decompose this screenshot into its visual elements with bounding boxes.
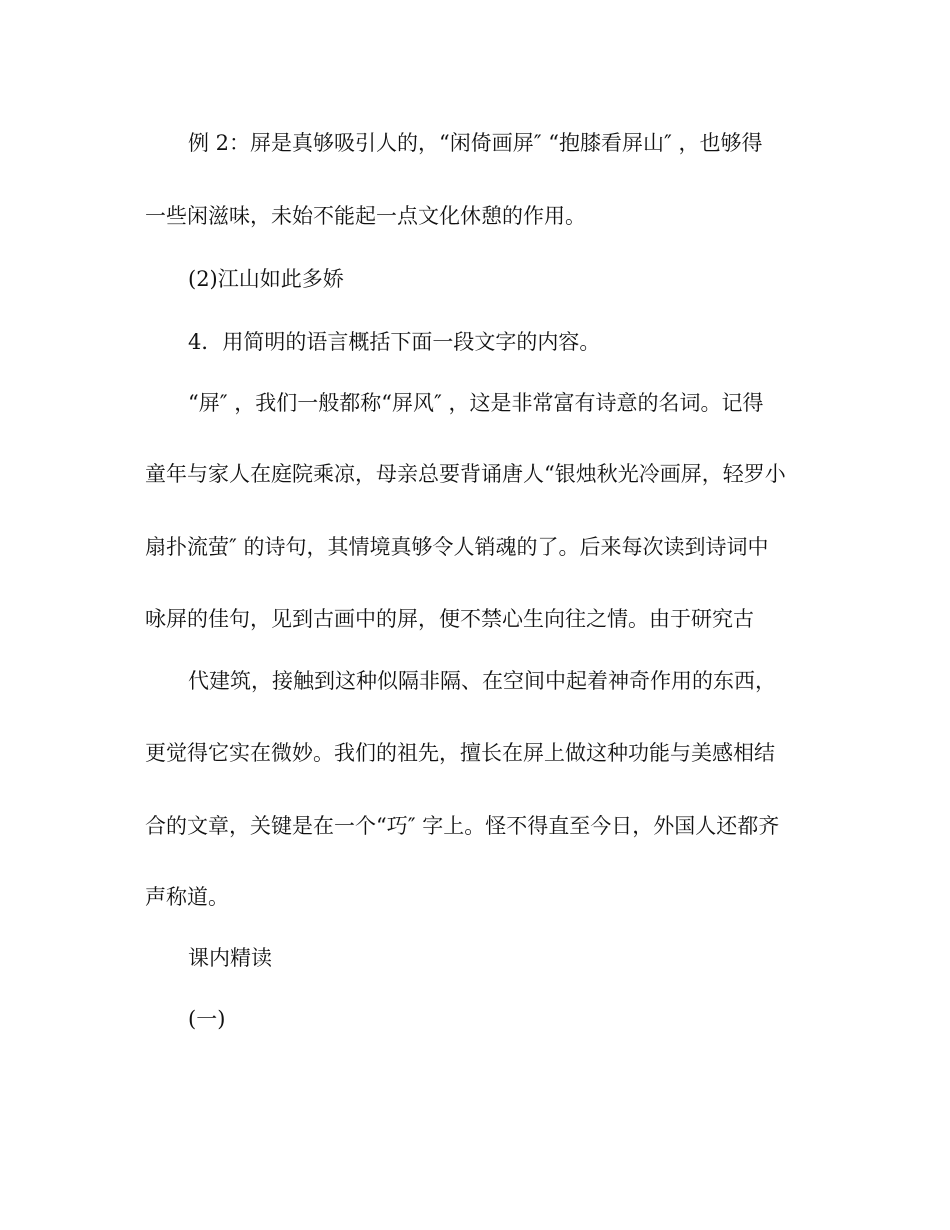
question-4: 4．用简明的语言概括下面一段文字的内容。 (188, 330, 601, 354)
text-line-example-2: 例 2：屏是真够吸引人的，“闲倚画屏″ “抱膝看屏山″ ，也够得 (188, 131, 763, 155)
passage-line: 童年与家人在庭院乘凉，母亲总要背诵唐人“银烛秋光冷画屏，轻罗小 (145, 462, 786, 486)
passage-line: 咏屏的佳句，见到古画中的屏，便不禁心生向往之情。由于研究古 (145, 607, 754, 631)
passage-line: 合的文章，关键是在一个“巧″ 字上。怪不得直至今日，外国人还都齐 (145, 814, 780, 838)
passage-line: 代建筑，接触到这种似隔非隔、在空间中起着神奇作用的东西， (188, 669, 776, 693)
passage-line: 更觉得它实在微妙。我们的祖先，擅长在屏上做这种功能与美感相结 (145, 741, 775, 765)
passage-line: 扇扑流萤″ 的诗句，其情境真够令人销魂的了。后来每次读到诗词中 (145, 535, 769, 559)
passage-line: “屏″ ，我们一般都称“屏风″ ，这是非常富有诗意的名词。记得 (188, 391, 764, 415)
passage-line: 声称道。 (145, 885, 229, 909)
section-heading-in-class-reading: 课内精读 (188, 946, 272, 970)
section-number: (一) (188, 1007, 226, 1031)
section-heading-jiangshan: (2)江山如此多娇 (188, 267, 344, 291)
text-line: 一些闲滋味，未始不能起一点文化休憩的作用。 (145, 204, 586, 228)
